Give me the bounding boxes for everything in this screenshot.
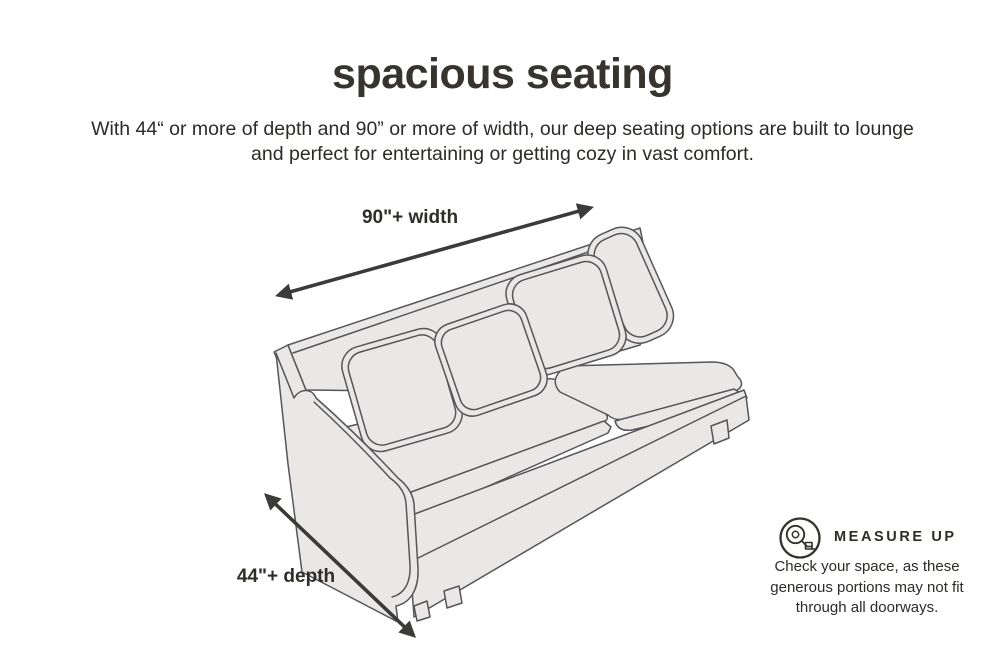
intro-line-2: and perfect for entertaining or getting cozy in vast comfort. [251,143,754,165]
intro-line-1: With 44“ or more of depth and 90” or more of width, our deep seating options are built to lounge [91,118,914,140]
depth-dimension-label: 44"+ depth [236,566,336,587]
measure-up-title: MEASURE UP [834,529,957,545]
tape-measure-icon [778,515,822,561]
measure-up-callout [748,514,986,619]
measure-up-note [748,557,986,619]
measure-up-note-line-1: Check your space, as these [774,558,960,575]
measure-up-note-line-2: generous portions may not fit [770,578,964,596]
measure-up-note-line-3: through all doorways. [795,599,939,616]
page-title: spacious seating [332,50,673,98]
width-dimension-label: 90"+ width [361,207,459,228]
